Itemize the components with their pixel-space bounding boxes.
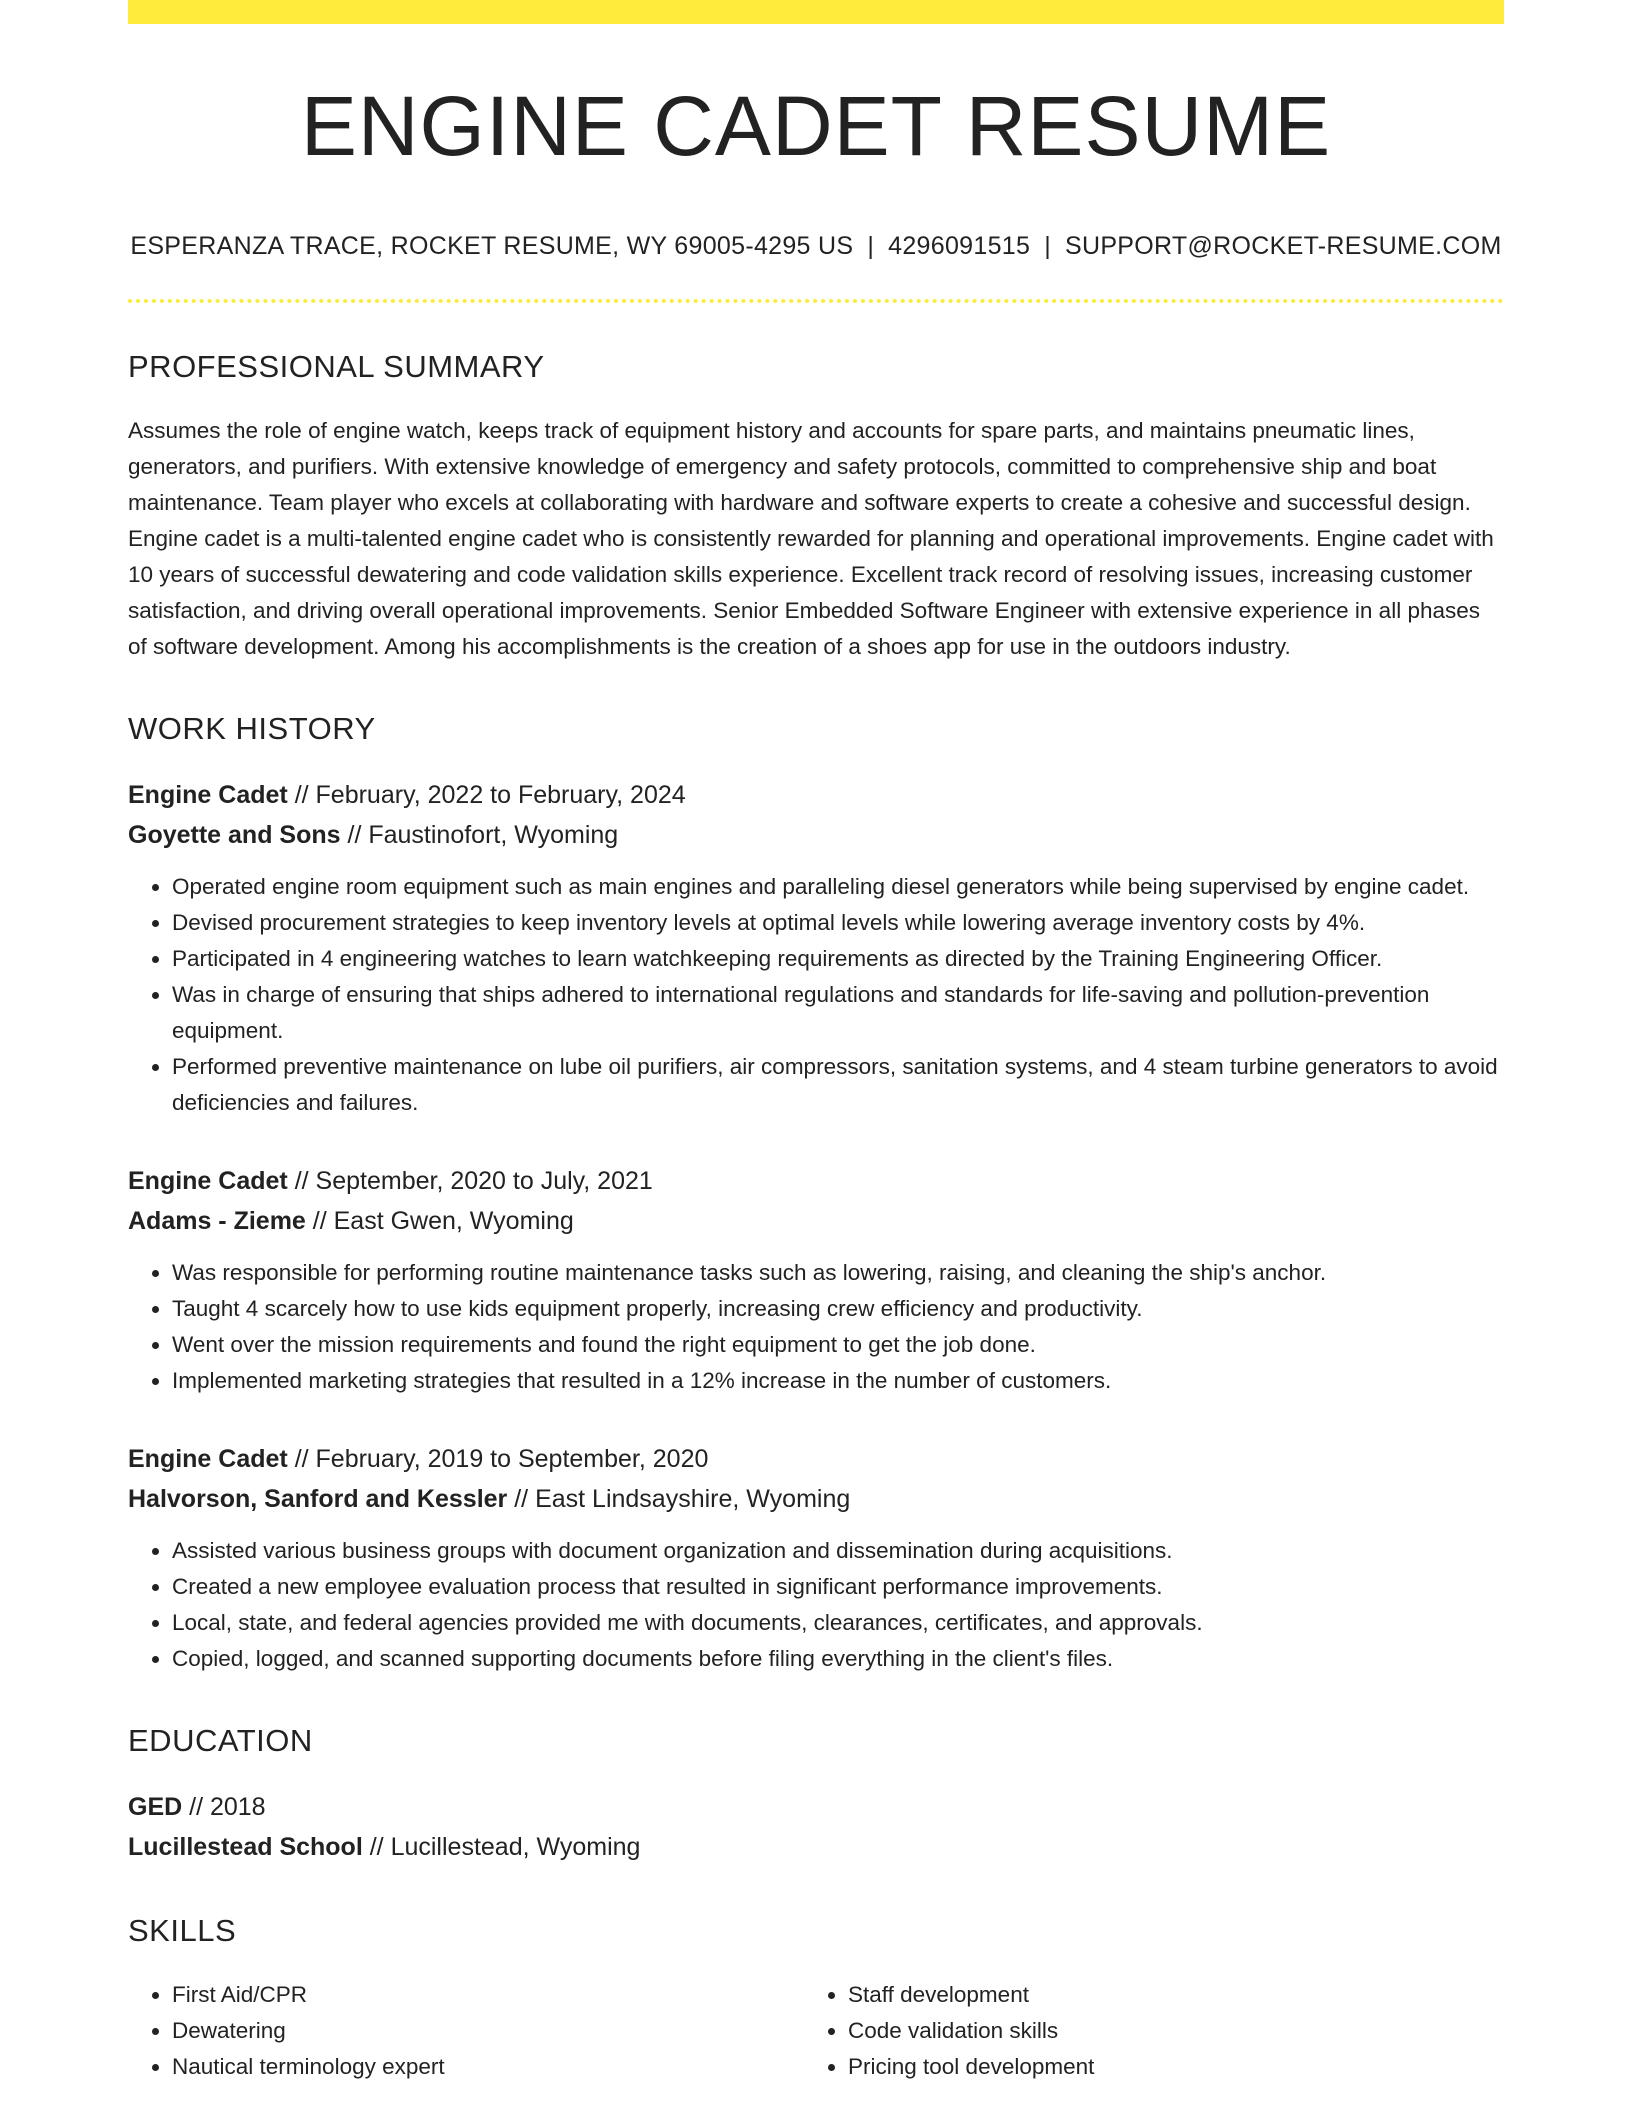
list-item: • Went over the mission requirements and found the right equipment to get the job done. <box>172 1327 1504 1363</box>
list-item: • Devised procurement strategies to keep inventory levels at optimal levels while lowering average inventory costs by 4%. <box>172 905 1504 941</box>
skills-column-right <box>804 1977 1480 2085</box>
skill-item: • Staff development <box>848 1977 1480 2013</box>
education-degree: GED <box>128 1793 183 1821</box>
education-location: // Lucillestead, Wyoming <box>362 1833 641 1861</box>
job-entry <box>128 775 1504 1121</box>
contact-line <box>128 232 1504 261</box>
job-dates: // February, 2022 to February, 2024 <box>287 781 686 809</box>
list-item: • Created a new employee evaluation process that resulted in significant performance improvements. <box>172 1569 1504 1605</box>
contact-separator: | <box>867 232 875 260</box>
skill-item: • Pricing tool development <box>848 2049 1480 2085</box>
job-title-line <box>128 1439 1504 1479</box>
job-dates: // February, 2019 to September, 2020 <box>287 1445 709 1473</box>
job-location: // East Gwen, Wyoming <box>305 1207 574 1235</box>
skill-item: • Nautical terminology expert <box>172 2049 804 2085</box>
education-degree-line <box>128 1787 1504 1827</box>
job-bullets <box>128 1533 1504 1677</box>
job-company-line <box>128 1479 1504 1519</box>
job-title: Engine Cadet <box>128 781 288 809</box>
education-school-line <box>128 1827 1504 1867</box>
job-company-line <box>128 1201 1504 1241</box>
job-entry <box>128 1161 1504 1399</box>
job-title: Engine Cadet <box>128 1167 288 1195</box>
list-item: • Assisted various business groups with document organization and dissemination during acquisitions. <box>172 1533 1504 1569</box>
list-item: • Local, state, and federal agencies provided me with documents, clearances, certificates, and approvals. <box>172 1605 1504 1641</box>
skills-column-left <box>128 1977 804 2085</box>
list-item: • Taught 4 scarcely how to use kids equipment properly, increasing crew efficiency and productivity. <box>172 1291 1504 1327</box>
skills-list <box>128 1977 1504 2085</box>
job-title-line <box>128 775 1504 815</box>
job-dates: // September, 2020 to July, 2021 <box>287 1167 653 1195</box>
list-item: • Was in charge of ensuring that ships adhered to international regulations and standards for life-saving and pollution-prevention equipment. <box>172 977 1504 1049</box>
job-bullets <box>128 869 1504 1121</box>
job-bullets <box>128 1255 1504 1399</box>
work-history-heading: WORK HISTORY <box>128 711 376 746</box>
skill-item: • First Aid/CPR <box>172 1977 804 2013</box>
summary-heading: PROFESSIONAL SUMMARY <box>128 349 545 384</box>
skill-item: • Dewatering <box>172 2013 804 2049</box>
contact-address: ESPERANZA TRACE, ROCKET RESUME, WY 69005-4295 US <box>130 232 854 260</box>
contact-phone: 4296091515 <box>888 232 1031 260</box>
job-title: Engine Cadet <box>128 1445 288 1473</box>
skills-heading: SKILLS <box>128 1913 237 1948</box>
accent-top-bar <box>128 0 1504 24</box>
education-year: // 2018 <box>182 1793 266 1821</box>
job-entry <box>128 1439 1504 1677</box>
list-item: • Performed preventive maintenance on lube oil purifiers, air compressors, sanitation systems, and 4 steam turbine generators to avoid deficiencies and failures. <box>172 1049 1504 1121</box>
list-item: • Copied, logged, and scanned supporting documents before filing everything in the client's files. <box>172 1641 1504 1677</box>
education-school: Lucillestead School <box>128 1833 363 1861</box>
list-item: • Was responsible for performing routine maintenance tasks such as lowering, raising, and cleaning the ship's anchor. <box>172 1255 1504 1291</box>
education-heading: EDUCATION <box>128 1723 313 1758</box>
contact-email: SUPPORT@ROCKET-RESUME.COM <box>1064 232 1502 260</box>
skill-item: • Code validation skills <box>848 2013 1480 2049</box>
list-item: • Operated engine room equipment such as main engines and paralleling diesel generators while being supervised by engine cadet. <box>172 869 1504 905</box>
list-item: • Participated in 4 engineering watches to learn watchkeeping requirements as directed by the Training Engineering Officer. <box>172 941 1504 977</box>
job-company: Halvorson, Sanford and Kessler <box>128 1485 508 1513</box>
job-location: // East Lindsayshire, Wyoming <box>507 1485 851 1513</box>
resume-page <box>128 0 1504 2085</box>
resume-title: ENGINE CADET RESUME <box>300 79 1332 173</box>
list-item: • Implemented marketing strategies that resulted in a 12% increase in the number of customers. <box>172 1363 1504 1399</box>
job-company: Goyette and Sons <box>128 821 341 849</box>
dotted-divider <box>128 299 1504 303</box>
job-company: Adams - Zieme <box>128 1207 306 1235</box>
summary-text: Assumes the role of engine watch, keeps track of equipment history and accounts for spare parts, and maintains pneumatic lines, generators, and purifiers. With extensive knowledge of emergency and safety protocols, committed to comprehensive ship and boat maintenance. Team player who excels at collaborating with hardware and software experts to create a cohesive and successful design. Engine cadet is a multi-talented engine cadet who is consistently rewarded for planning and operational improvements. Engine cadet with 10 years of successful dewatering and code validation skills experience. Excellent track record of resolving issues, increasing customer satisfaction, and driving overall operational improvements. Senior Embedded Software Engineer with extensive experience in all phases of software development. Among his accomplishments is the creation of a shoes app for use in the outdoors industry. <box>128 418 1494 659</box>
job-title-line <box>128 1161 1504 1201</box>
contact-separator: | <box>1044 232 1051 260</box>
job-company-line <box>128 815 1504 855</box>
job-location: // Faustinofort, Wyoming <box>340 821 619 849</box>
